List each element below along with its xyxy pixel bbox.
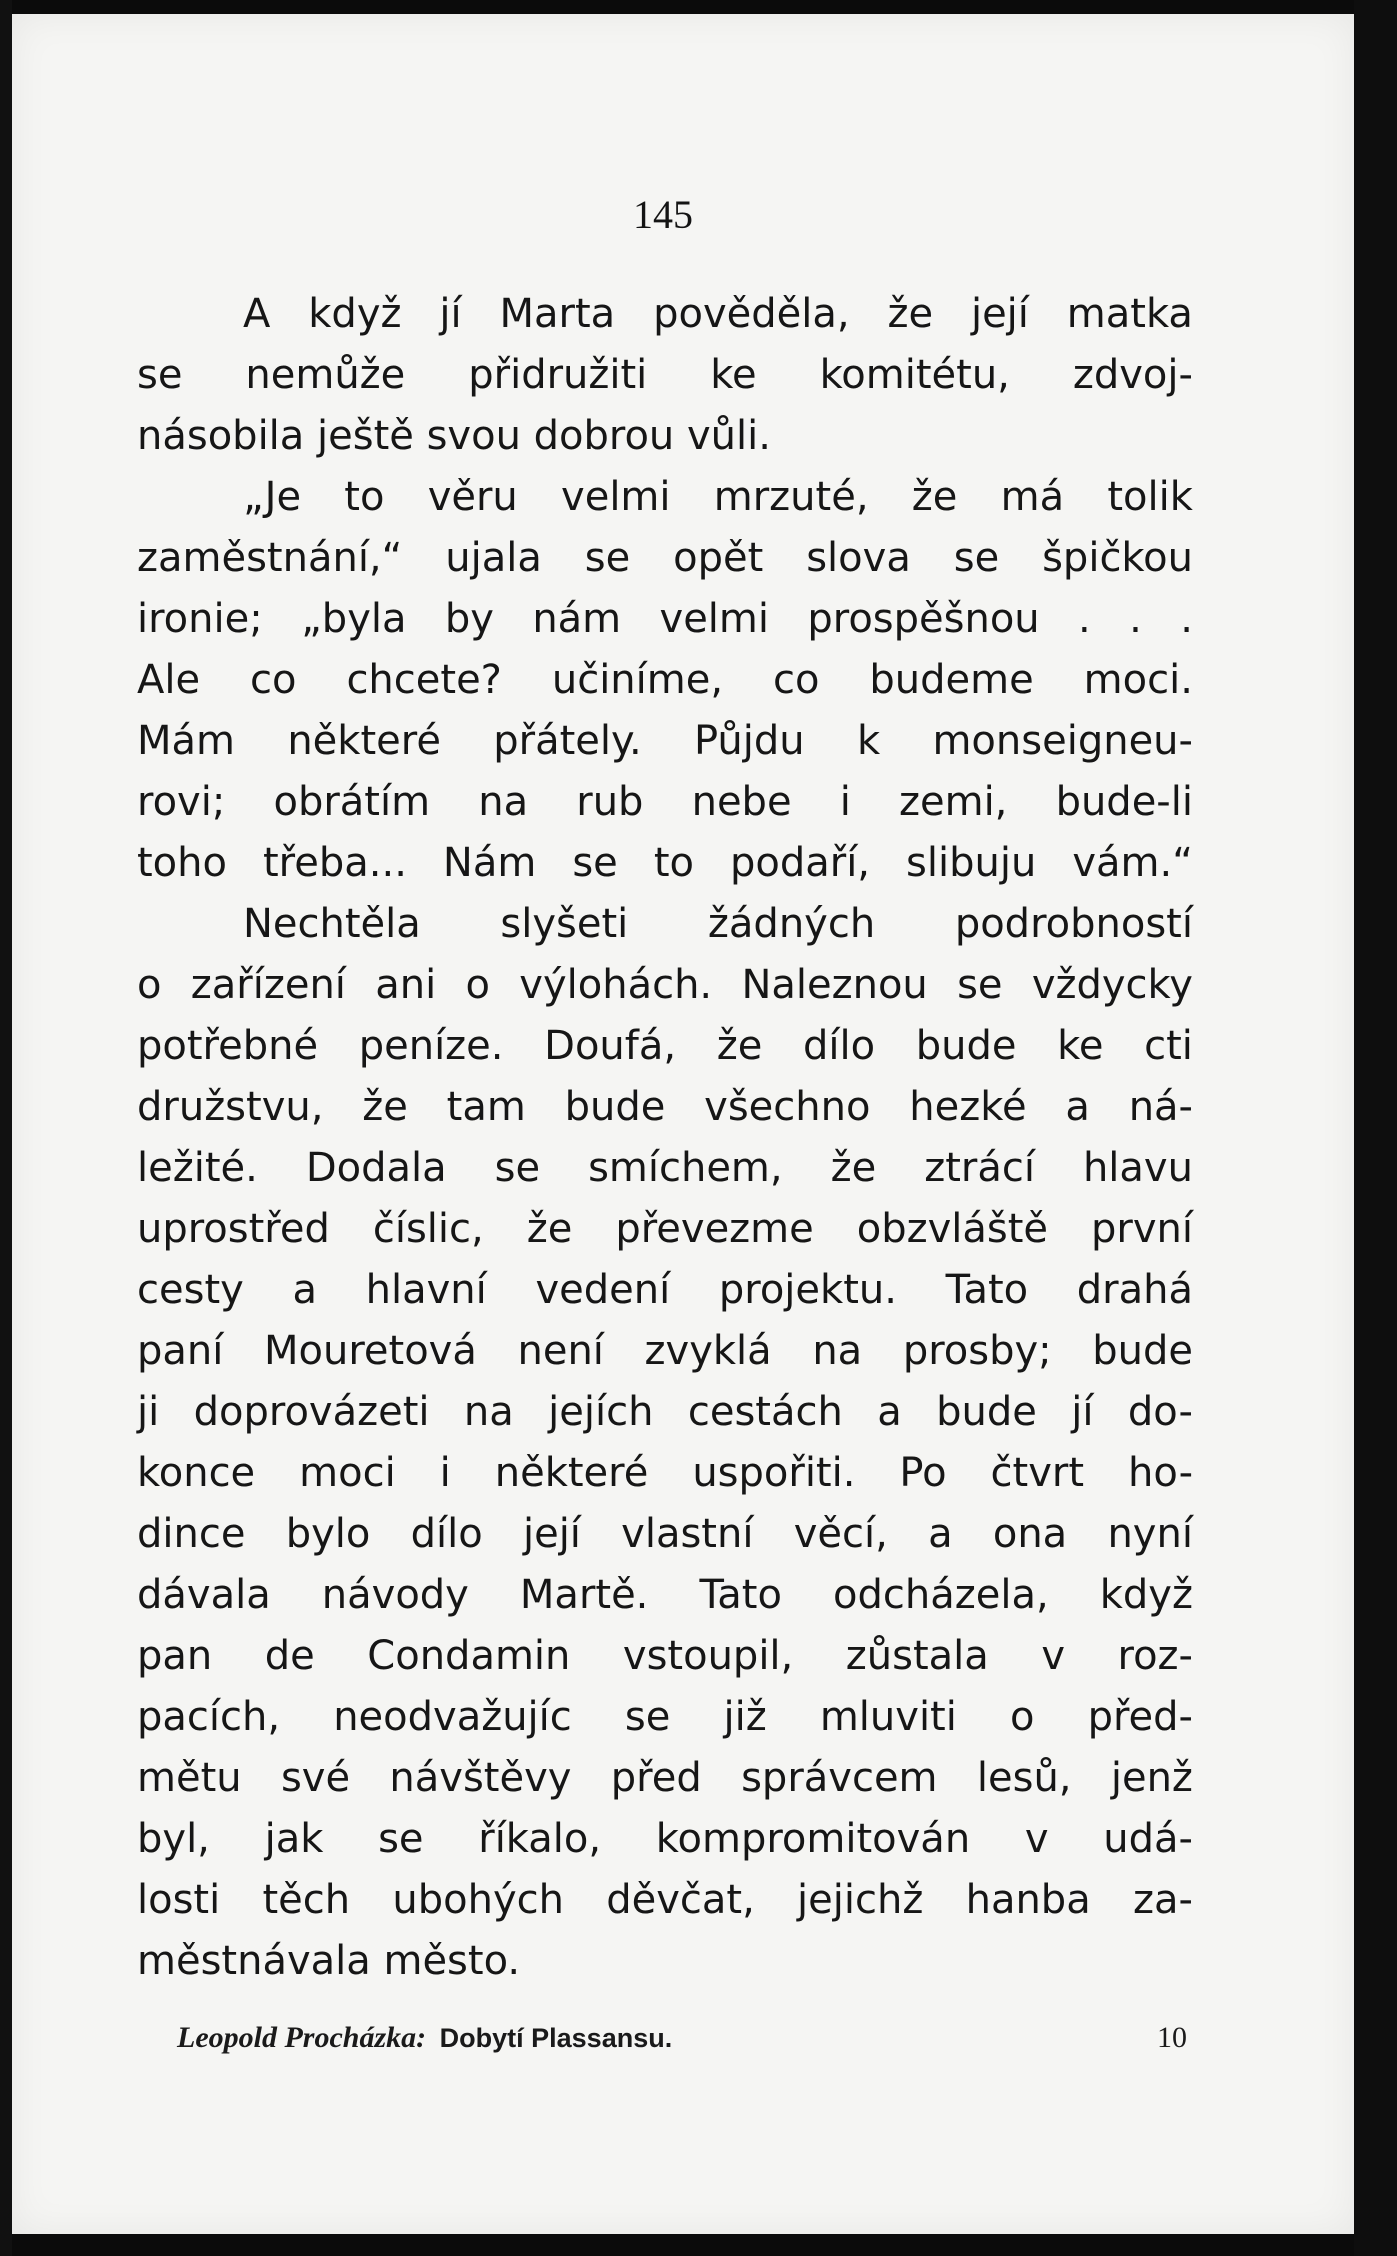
text-line: „Je to věru velmi mrzuté, že má tolik [243, 474, 1193, 520]
text-line: zaměstnání,“ ujala se opět slova se špičkou [137, 535, 1193, 581]
page-edge-right [1354, 0, 1397, 2256]
text-line: městnávala město. [137, 1938, 521, 1984]
text-line: násobila ještě svou dobrou vůli. [137, 413, 771, 459]
text-line: dávala návody Martě. Tato odcházela, když [137, 1572, 1193, 1618]
body-text [137, 284, 1193, 1992]
text-line: Ale co chcete? učiníme, co budeme moci. [137, 657, 1193, 703]
text-line: konce moci i některé uspořiti. Po čtvrt ho- [137, 1450, 1193, 1496]
text-line: ironie; „byla by nám velmi prospěšnou . . . [137, 596, 1193, 642]
footer-title: Dobytí Plassansu. [439, 2023, 673, 2053]
footer-author: Leopold Procházka: [177, 2021, 427, 2054]
text-line: Mám některé přátely. Půjdu k monseigneu- [137, 718, 1193, 764]
text-line: ležité. Dodala se smíchem, že ztrácí hlavu [137, 1145, 1193, 1191]
page-footer [177, 2021, 1187, 2055]
text-line: ji doprovázeti na jejích cestách a bude jí do- [137, 1389, 1193, 1435]
text-line: o zařízení ani o výlohách. Naleznou se vždycky [137, 962, 1193, 1008]
text-line: A když jí Marta pověděla, že její matka [243, 291, 1193, 337]
text-line: dince bylo dílo její vlastní věcí, a ona nyní [137, 1511, 1193, 1557]
page-number: 145 [633, 192, 693, 237]
text-line: rovi; obrátím na rub nebe i zemi, bude-li [137, 779, 1193, 825]
text-line: losti těch ubohých děvčat, jejichž hanba za- [137, 1877, 1193, 1923]
page-edge-left [0, 0, 12, 2256]
text-line: Nechtěla slyšeti žádných podrobností [243, 901, 1193, 947]
text-line: mětu své návštěvy před správcem lesů, jenž [137, 1755, 1193, 1801]
signature-mark: 10 [1157, 2021, 1187, 2054]
page-sheet [12, 14, 1354, 2234]
text-line: uprostřed číslic, že převezme obzvláště první [137, 1206, 1193, 1252]
text-line: pan de Condamin vstoupil, zůstala v roz- [137, 1633, 1193, 1679]
text-line: se nemůže přidružiti ke komitétu, zdvoj- [137, 352, 1193, 398]
text-line: paní Mouretová není zvyklá na prosby; bude [137, 1328, 1193, 1374]
text-line: cesty a hlavní vedení projektu. Tato drahá [137, 1267, 1193, 1313]
text-line: družstvu, že tam bude všechno hezké a ná- [137, 1084, 1193, 1130]
text-line: toho třeba... Nám se to podaří, slibuju vám.“ [137, 840, 1193, 886]
text-line: potřebné peníze. Doufá, že dílo bude ke cti [137, 1023, 1193, 1069]
text-line: byl, jak se říkalo, kompromitován v udá- [137, 1816, 1193, 1862]
text-line: pacích, neodvažujíc se již mluviti o před- [137, 1694, 1193, 1740]
